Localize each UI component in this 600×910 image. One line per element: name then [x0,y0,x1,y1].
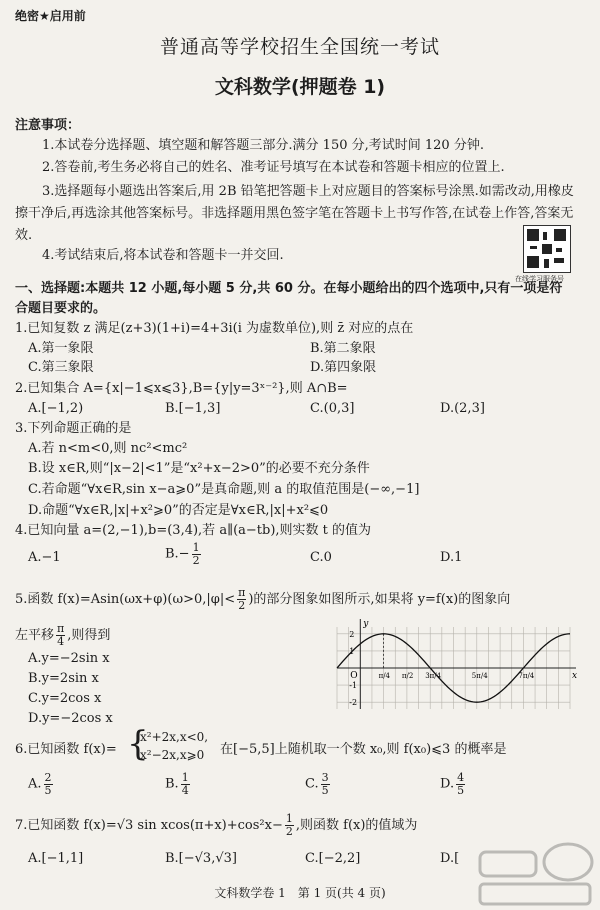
x-tick-label: 7π/4 [518,672,535,680]
q5-option-b: B.y=2sin x [28,671,99,686]
notice-item-2: 2.答卷前,考生务必将自己的姓名、准考证号填写在本试卷和答题卡相应的位置上. [42,160,505,175]
notice-item-4: 4.考试结束后,将本试卷和答题卡一并交回. [42,248,284,263]
q5-shift-denominator: 4 [57,635,65,648]
watermark-stamp-icon [470,840,600,910]
q5-cond-numerator: π [238,586,246,599]
notice-heading: 注意事项： [15,118,81,133]
q3-option-c: C.若命题“∀x∈R,sin x−a⩾0”是真命题,则 a 的取值范围是(−∞,−1] [28,482,420,497]
q6-c-denominator: 5 [321,784,329,797]
q3-option-b: B.设 x∈R,则“|x−2|<1”是“x²+x−2>0”的必要不充分条件 [28,461,370,476]
q5-condition: (ω>0,|φ|< [167,592,236,607]
secret-label: 绝密★启用前 [15,9,86,23]
q6-c-fraction [321,772,330,797]
q4-option-c: C.0 [310,550,332,565]
q2-option-a: A.[−1,2) [28,401,84,416]
q4-option-d: D.1 [440,550,463,565]
q6-stem-prefix: 6.已知函数 f(x)= [15,742,117,757]
q1-stem: 1.已知复数 z 满足(z+3)(1+i)=4+3i(i 为虚数单位),则 z̄ 对应的点在 [15,321,414,336]
x-axis-label: x [572,671,578,681]
x-tick-label: 5π/4 [471,672,488,680]
q4-stem: 4.已知向量 a=(2,−1),b=(3,4),若 a∥(a−tb),则实数 t 的值为 [15,523,372,538]
q1-option-c: C.第三象限 [28,360,94,375]
q7-option-b: B.[−√3,√3] [165,851,237,866]
q6-c-numerator: 3 [321,771,329,784]
notice-item-1: 1.本试卷分选择题、填空题和解答题三部分.满分 150 分,考试时间 120 分钟. [42,138,484,153]
q5-line2-part-a: 左平移 [15,628,55,643]
notice-item-3: 3.选择题每小题选出答案后,用 2B 铅笔把答题卡上对应题目的答案标号涂黑.如需改动,用橡皮擦干净后,再选涂其他答案标号。非选择题用黑色签字笔在答题卡上书写作答,在试卷上作答,答案无效. [15,184,574,243]
q6-option-b [165,772,192,797]
q7-stem-fraction [285,813,294,838]
q5-stem-part-b: )的部分图象如图所示,如果将 y=f(x)的图象向 [248,592,511,607]
q6-a-fraction [44,772,53,797]
q5-option-d: D.y=−2cos x [28,711,113,726]
q4-b-numerator: 1 [192,541,200,554]
q6-b-label: B. [165,776,179,792]
x-tick-label: π/2 [401,672,414,680]
q6-a-label: A. [28,776,42,792]
q6-a-denominator: 5 [44,784,52,797]
y-tick-label: 2 [349,629,355,639]
page-footer: 文科数学卷 1 第 1 页(共 4 页) [214,886,386,900]
q6-a-numerator: 2 [44,771,52,784]
q4-option-b-fraction [192,542,201,567]
x-tick-label: 3π/4 [425,672,442,680]
q3-option-a: A.若 n<m<0,则 nc²<mc² [28,441,188,456]
qr-code-icon [523,225,571,273]
q5-option-a: A.y=−2sin x [28,651,110,666]
y-tick-label: -2 [349,698,358,708]
q5-cond-denominator: 2 [238,599,246,612]
y-tick-label: 1 [349,646,355,656]
q3-stem: 3.下列命题正确的是 [15,421,132,436]
q4-b-denominator: 2 [192,554,200,567]
q7-stem-part-a: 7.已知函数 f(x)=√3 sin xcos(π+x)+cos²x− [15,818,283,833]
q6-c-label: C. [305,776,319,792]
q5-condition-fraction [237,587,246,612]
exam-title: 普通高等学校招生全国统一考试 [159,36,440,58]
q1-option-b: B.第二象限 [310,341,376,356]
section-heading-line2: 合题目要求的。 [15,301,107,316]
q6-option-c [305,772,332,797]
y-axis-label: y [363,619,369,629]
q5-shift-numerator: π [57,622,65,635]
q6-brace: { [127,724,149,764]
section-heading-line1: 一、选择题:本题共 12 小题,每小题 5 分,共 60 分。在每小题给出的四个选项中,只有一项是符 [15,281,563,296]
origin-label: O [350,671,358,681]
q6-option-d [440,772,467,797]
q7-stem-part-b: ,则函数 f(x)的值域为 [295,818,418,833]
q6-b-numerator: 1 [181,771,189,784]
q7-numerator: 1 [285,812,293,825]
q6-d-fraction [456,772,465,797]
q3-option-d: D.命题“∀x∈R,|x|+x²⩾0”的否定是∀x∈R,|x|+x²⩽0 [28,503,329,518]
q7-option-c: C.[−2,2] [305,851,361,866]
q5-function-graph [323,617,580,719]
y-tick-label: -1 [349,681,358,691]
q2-option-d: D.(2,3] [440,401,485,416]
q5-option-c: C.y=2cos x [28,691,102,706]
q7-stem [15,813,417,838]
q6-case-1: x²+2x,x<0, [140,730,209,744]
q4-option-a: A.−1 [28,550,61,565]
q2-option-b: B.[−1,3] [165,401,221,416]
q6-d-denominator: 5 [457,784,465,797]
q7-option-d: D.[ [440,851,460,866]
q4-option-b [165,542,203,567]
q4-option-b-prefix: B.− [165,546,190,562]
q5-stem-part-a: 5.函数 f(x)=Asin(ωx+φ) [15,592,168,607]
qr-caption: 在线学习服务号 [515,275,564,283]
q6-stem-suffix: 在[−5,5]上随机取一个数 x₀,则 f(x₀)⩽3 的概率是 [220,742,507,757]
q6-b-denominator: 4 [181,784,189,797]
q1-option-d: D.第四象限 [310,360,377,375]
q5-line2-part-b: ,则得到 [67,628,111,643]
q2-stem: 2.已知集合 A={x|−1⩽x⩽3},B={y|y=3ˣ⁻²},则 A∩B= [15,381,348,396]
q6-d-label: D. [440,776,455,792]
q1-option-a: A.第一象限 [28,341,94,356]
q5-stem-line2 [15,623,110,648]
q6-case-2: x²−2x,x⩾0 [140,748,205,762]
q6-b-fraction [181,772,190,797]
q6-option-a [28,772,55,797]
q2-option-c: C.(0,3] [310,401,355,416]
x-tick-label: π/4 [378,672,391,680]
q5-shift-fraction [56,623,65,648]
q5-stem [15,587,510,612]
q7-denominator: 2 [285,825,293,838]
q6-d-numerator: 4 [457,771,465,784]
exam-subtitle: 文科数学(押题卷 1) [214,76,386,98]
q7-option-a: A.[−1,1] [28,851,84,866]
